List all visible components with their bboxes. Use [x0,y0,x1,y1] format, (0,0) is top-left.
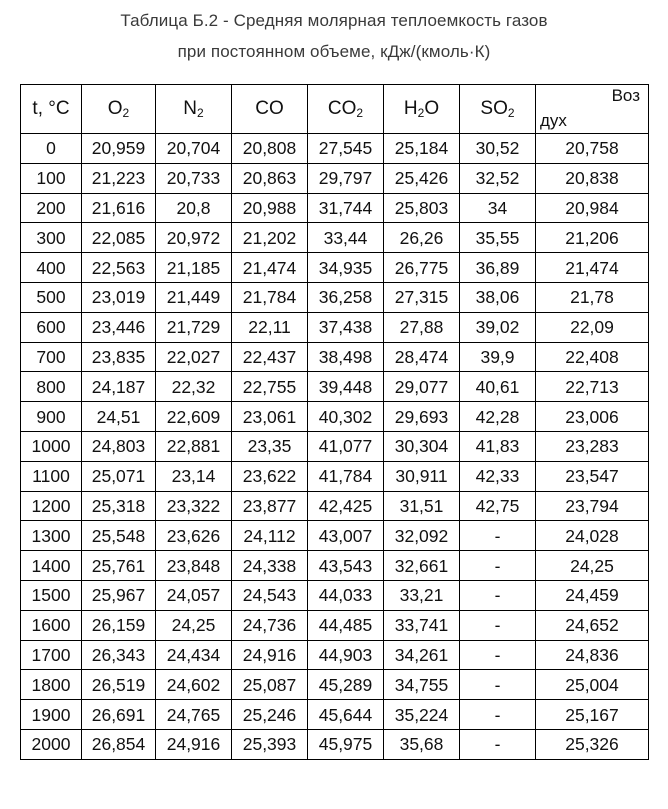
cell-co: 21,784 [232,282,308,312]
cell-n2: 21,449 [156,282,232,312]
heat-capacity-table [20,84,649,760]
cell-h2o: 26,775 [384,253,460,283]
table-row [21,223,649,253]
cell-o2: 26,691 [82,700,156,730]
header-co: CO [232,85,308,134]
cell-o2: 26,159 [82,610,156,640]
cell-n2: 24,765 [156,700,232,730]
cell-co: 20,863 [232,163,308,193]
table-row [21,521,649,551]
cell-co: 20,988 [232,193,308,223]
table-row [21,193,649,223]
cell-o2: 25,967 [82,580,156,610]
cell-t: 800 [21,372,82,402]
cell-co2: 38,498 [308,342,384,372]
cell-o2: 25,071 [82,461,156,491]
cell-n2: 24,434 [156,640,232,670]
table-row [21,163,649,193]
table-row [21,610,649,640]
cell-air: 21,474 [536,253,649,283]
cell-air: 20,984 [536,193,649,223]
cell-air: 23,547 [536,461,649,491]
cell-t: 1100 [21,461,82,491]
cell-co: 22,11 [232,312,308,342]
table-row [21,491,649,521]
cell-so2: - [460,729,536,759]
cell-h2o: 27,88 [384,312,460,342]
cell-so2: 42,28 [460,402,536,432]
cell-co2: 45,289 [308,670,384,700]
cell-n2: 23,626 [156,521,232,551]
cell-h2o: 35,68 [384,729,460,759]
header-row [21,85,649,134]
cell-t: 700 [21,342,82,372]
cell-t: 1200 [21,491,82,521]
cell-n2: 22,881 [156,431,232,461]
cell-so2: 30,52 [460,134,536,164]
cell-h2o: 25,803 [384,193,460,223]
cell-n2: 24,602 [156,670,232,700]
cell-t: 1500 [21,580,82,610]
cell-n2: 22,32 [156,372,232,402]
cell-co: 21,202 [232,223,308,253]
cell-h2o: 27,315 [384,282,460,312]
cell-t: 100 [21,163,82,193]
cell-h2o: 25,426 [384,163,460,193]
cell-co: 24,338 [232,551,308,581]
cell-co: 24,916 [232,640,308,670]
cell-co2: 29,797 [308,163,384,193]
cell-o2: 23,835 [82,342,156,372]
cell-t: 600 [21,312,82,342]
table-row [21,580,649,610]
cell-t: 300 [21,223,82,253]
cell-so2: 40,61 [460,372,536,402]
cell-o2: 25,761 [82,551,156,581]
table-row [21,342,649,372]
cell-o2: 25,548 [82,521,156,551]
cell-h2o: 32,092 [384,521,460,551]
cell-co: 25,087 [232,670,308,700]
cell-co2: 41,077 [308,431,384,461]
cell-o2: 26,854 [82,729,156,759]
cell-so2: - [460,521,536,551]
cell-co: 22,437 [232,342,308,372]
cell-co: 22,755 [232,372,308,402]
table-row [21,282,649,312]
cell-t: 1400 [21,551,82,581]
cell-n2: 24,916 [156,729,232,759]
cell-n2: 23,322 [156,491,232,521]
cell-air: 25,326 [536,729,649,759]
table-row [21,134,649,164]
cell-co2: 37,438 [308,312,384,342]
cell-o2: 23,446 [82,312,156,342]
cell-air: 20,838 [536,163,649,193]
cell-h2o: 29,077 [384,372,460,402]
cell-o2: 23,019 [82,282,156,312]
cell-co2: 43,543 [308,551,384,581]
cell-h2o: 30,304 [384,431,460,461]
cell-t: 1300 [21,521,82,551]
cell-co: 24,543 [232,580,308,610]
cell-n2: 20,972 [156,223,232,253]
table-row [21,372,649,402]
cell-o2: 22,085 [82,223,156,253]
header-air: Воз дух [536,85,649,134]
cell-o2: 24,51 [82,402,156,432]
cell-n2: 23,848 [156,551,232,581]
cell-o2: 25,318 [82,491,156,521]
cell-t: 900 [21,402,82,432]
cell-h2o: 26,26 [384,223,460,253]
cell-air: 23,006 [536,402,649,432]
cell-t: 1600 [21,610,82,640]
cell-air: 20,758 [536,134,649,164]
cell-t: 500 [21,282,82,312]
cell-co2: 41,784 [308,461,384,491]
cell-air: 24,028 [536,521,649,551]
cell-so2: 39,9 [460,342,536,372]
cell-n2: 20,733 [156,163,232,193]
cell-h2o: 35,224 [384,700,460,730]
cell-air: 24,25 [536,551,649,581]
cell-air: 22,713 [536,372,649,402]
cell-so2: 42,75 [460,491,536,521]
cell-h2o: 32,661 [384,551,460,581]
cell-co2: 43,007 [308,521,384,551]
cell-air: 22,09 [536,312,649,342]
cell-co: 24,736 [232,610,308,640]
table-row [21,461,649,491]
cell-o2: 26,343 [82,640,156,670]
cell-co2: 34,935 [308,253,384,283]
cell-so2: - [460,610,536,640]
table-row [21,670,649,700]
cell-co2: 44,903 [308,640,384,670]
cell-air: 23,283 [536,431,649,461]
cell-so2: 39,02 [460,312,536,342]
cell-co2: 33,44 [308,223,384,253]
cell-n2: 21,185 [156,253,232,283]
table-row [21,700,649,730]
cell-so2: 32,52 [460,163,536,193]
header-co2: $CO_2$ [308,85,384,134]
cell-t: 1700 [21,640,82,670]
cell-co: 24,112 [232,521,308,551]
cell-air: 24,836 [536,640,649,670]
table-row [21,312,649,342]
cell-t: 400 [21,253,82,283]
cell-h2o: 34,755 [384,670,460,700]
cell-t: 1800 [21,670,82,700]
cell-co: 20,808 [232,134,308,164]
cell-co2: 36,258 [308,282,384,312]
cell-o2: 20,959 [82,134,156,164]
cell-co: 23,877 [232,491,308,521]
cell-n2: 24,057 [156,580,232,610]
cell-n2: 24,25 [156,610,232,640]
cell-so2: - [460,700,536,730]
cell-n2: 22,027 [156,342,232,372]
cell-n2: 21,729 [156,312,232,342]
cell-air: 25,004 [536,670,649,700]
cell-co2: 45,644 [308,700,384,730]
header-temperature: t, °C [21,85,82,134]
cell-so2: 34 [460,193,536,223]
header-h2o: $H_2O$ [384,85,460,134]
cell-co: 23,061 [232,402,308,432]
cell-air: 21,206 [536,223,649,253]
cell-n2: 20,704 [156,134,232,164]
cell-h2o: 34,261 [384,640,460,670]
cell-co: 25,246 [232,700,308,730]
table-row [21,253,649,283]
cell-so2: 38,06 [460,282,536,312]
cell-air: 24,652 [536,610,649,640]
table-row [21,640,649,670]
cell-co2: 42,425 [308,491,384,521]
table-row [21,402,649,432]
cell-so2: - [460,580,536,610]
table-row [21,729,649,759]
cell-t: 2000 [21,729,82,759]
table-row [21,431,649,461]
cell-t: 0 [21,134,82,164]
cell-h2o: 33,741 [384,610,460,640]
header-so2: $SO_2$ [460,85,536,134]
cell-co: 23,622 [232,461,308,491]
cell-co2: 31,744 [308,193,384,223]
header-o2: $O_2$ [82,85,156,134]
cell-o2: 21,223 [82,163,156,193]
cell-h2o: 31,51 [384,491,460,521]
cell-h2o: 25,184 [384,134,460,164]
cell-h2o: 33,21 [384,580,460,610]
cell-co: 23,35 [232,431,308,461]
cell-so2: 35,55 [460,223,536,253]
cell-n2: 20,8 [156,193,232,223]
cell-o2: 24,187 [82,372,156,402]
cell-co2: 39,448 [308,372,384,402]
cell-o2: 26,519 [82,670,156,700]
cell-o2: 21,616 [82,193,156,223]
cell-air: 22,408 [536,342,649,372]
cell-co2: 45,975 [308,729,384,759]
cell-h2o: 28,474 [384,342,460,372]
table-title: Таблица Б.2 - Средняя молярная теплоемкость газов [120,11,548,30]
cell-so2: - [460,670,536,700]
cell-co2: 40,302 [308,402,384,432]
cell-o2: 22,563 [82,253,156,283]
cell-o2: 24,803 [82,431,156,461]
cell-air: 24,459 [536,580,649,610]
cell-so2: 36,89 [460,253,536,283]
cell-so2: 41,83 [460,431,536,461]
cell-so2: 42,33 [460,461,536,491]
cell-so2: - [460,640,536,670]
cell-n2: 22,609 [156,402,232,432]
cell-h2o: 29,693 [384,402,460,432]
cell-t: 200 [21,193,82,223]
cell-n2: 23,14 [156,461,232,491]
cell-air: 21,78 [536,282,649,312]
cell-t: 1000 [21,431,82,461]
cell-co: 25,393 [232,729,308,759]
cell-co2: 27,545 [308,134,384,164]
table-subtitle: при постоянном объеме, кДж/(кмоль·К) [177,42,491,61]
table-row [21,551,649,581]
cell-t: 1900 [21,700,82,730]
header-n2: $N_2$ [156,85,232,134]
cell-co2: 44,033 [308,580,384,610]
cell-air: 23,794 [536,491,649,521]
cell-so2: - [460,551,536,581]
cell-h2o: 30,911 [384,461,460,491]
cell-co2: 44,485 [308,610,384,640]
cell-air: 25,167 [536,700,649,730]
cell-co: 21,474 [232,253,308,283]
